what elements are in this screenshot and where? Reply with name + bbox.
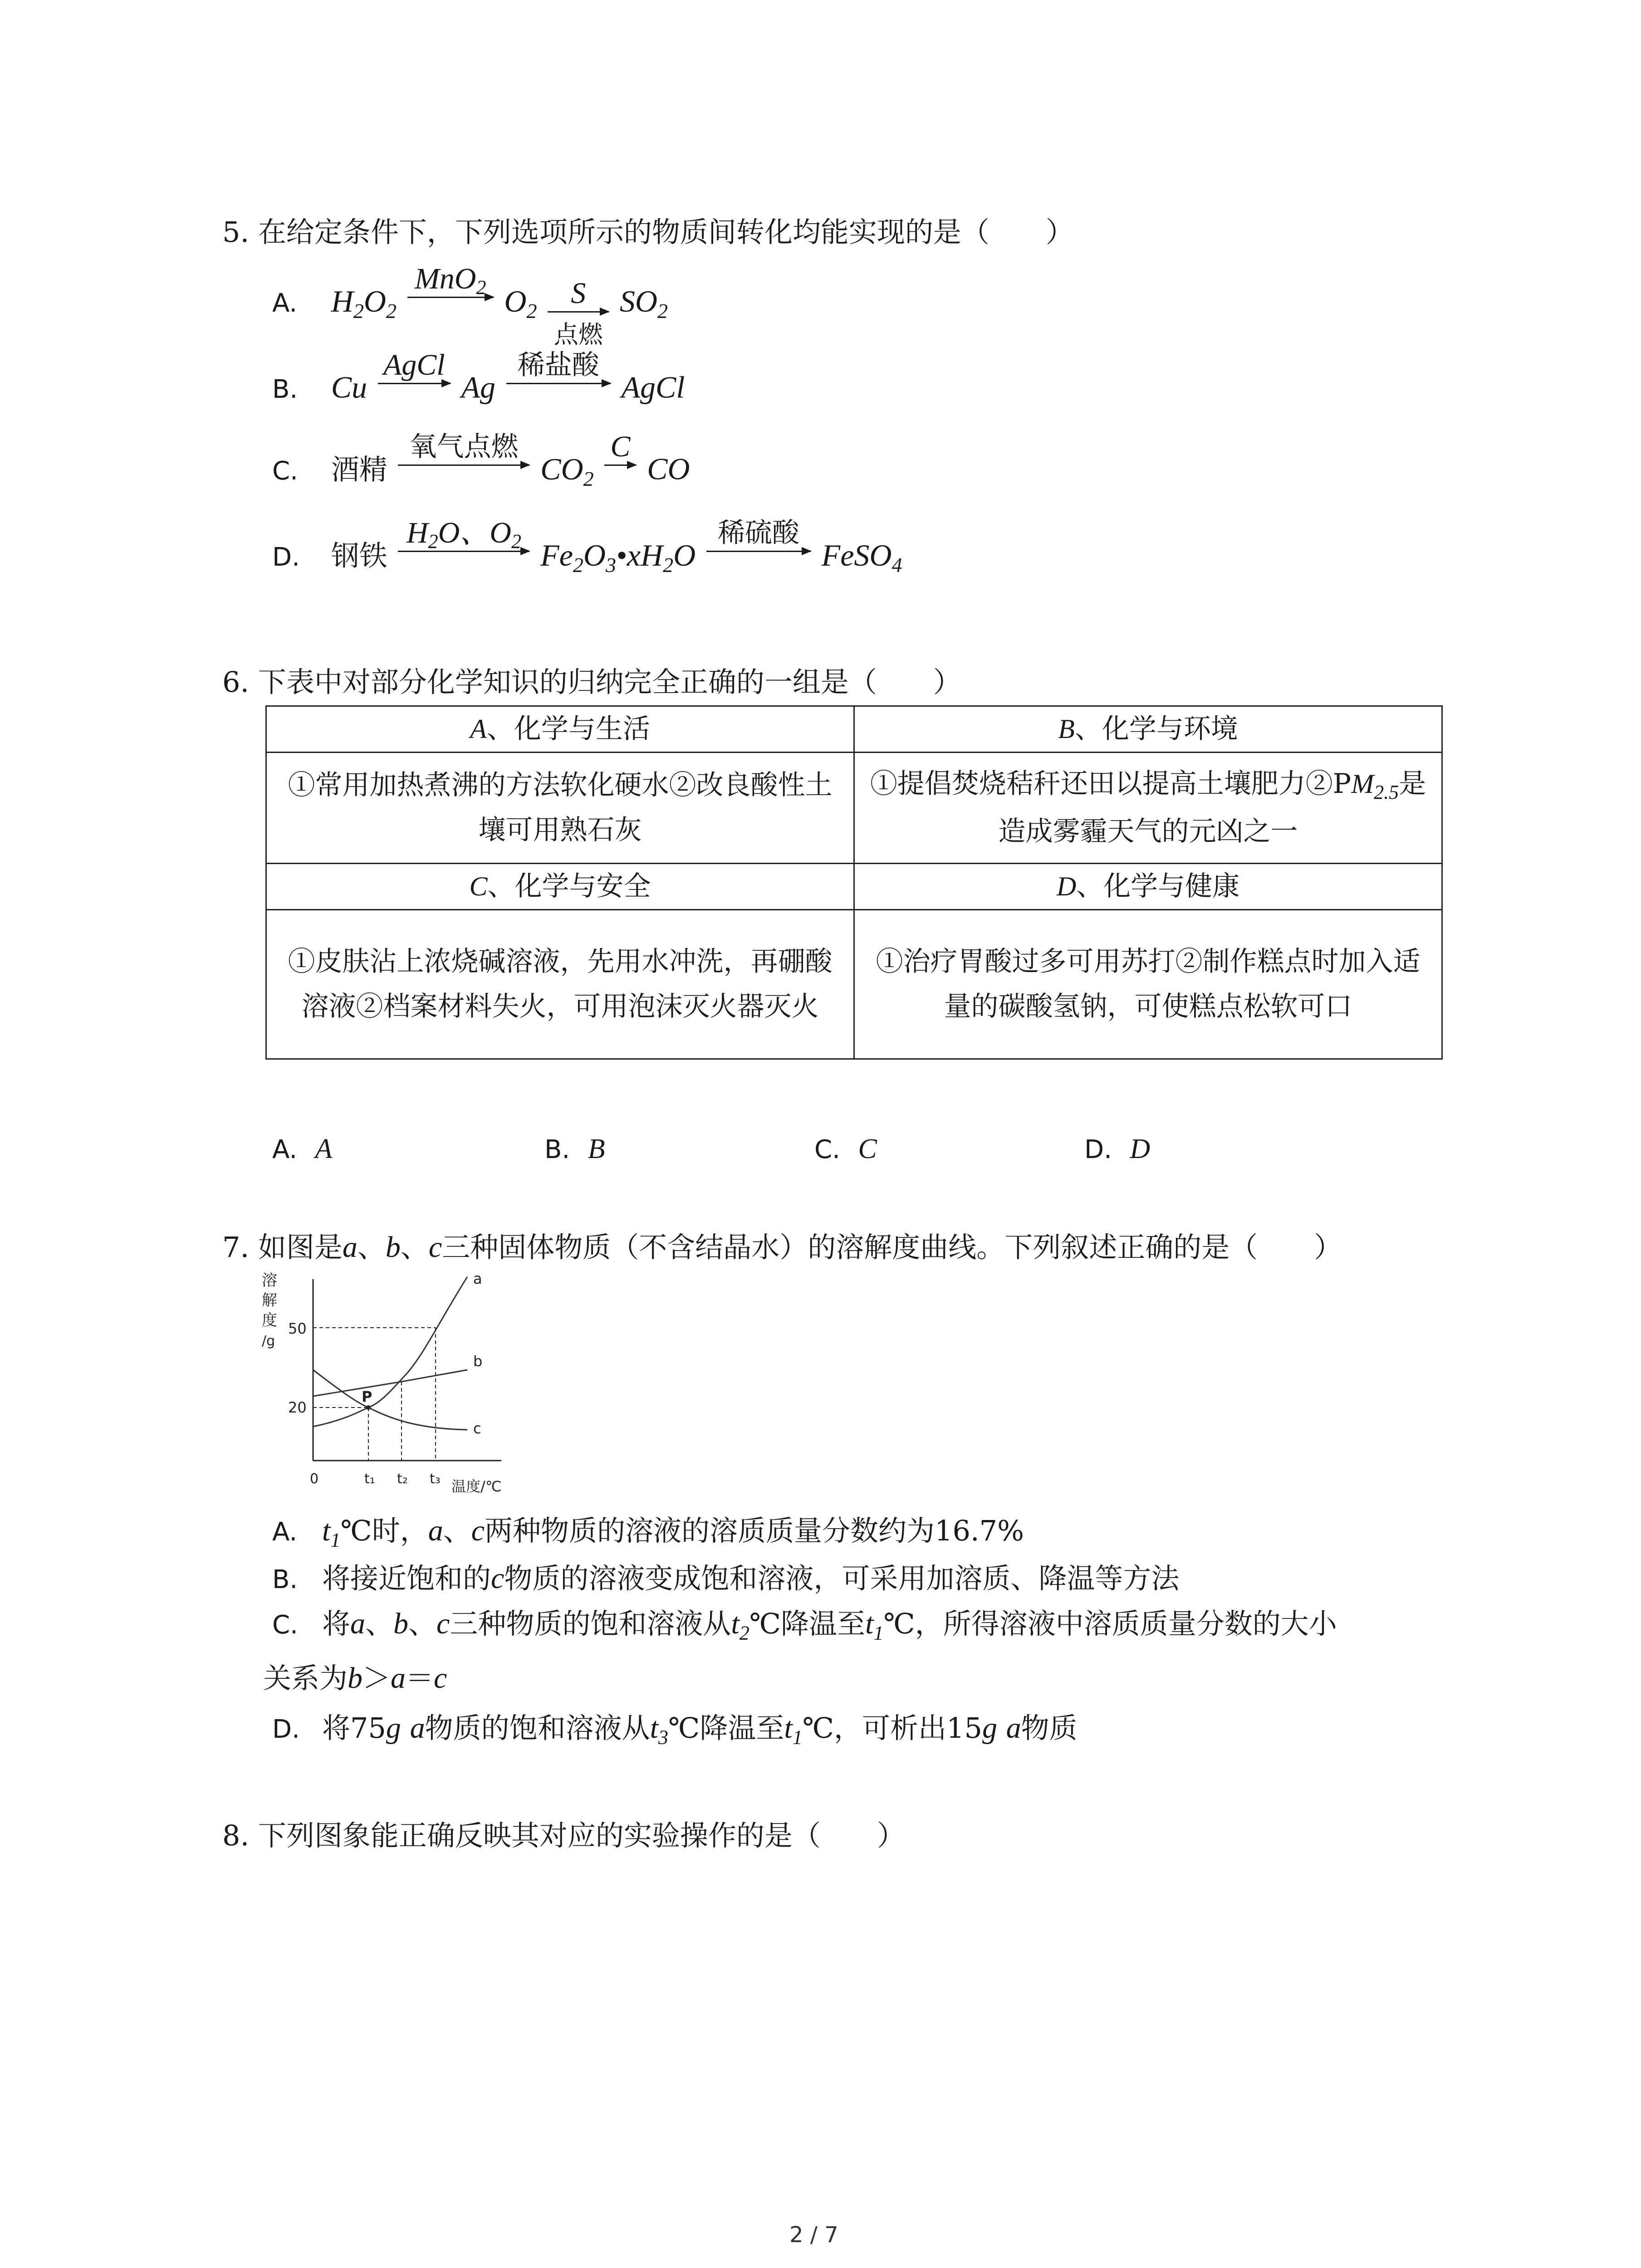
substance-steel: 钢铁 bbox=[331, 539, 387, 572]
formula-o2: $O_2$ bbox=[504, 284, 537, 323]
arrow-icon bbox=[398, 551, 529, 558]
series-label-b: b bbox=[473, 1353, 483, 1370]
point-p bbox=[366, 1405, 371, 1410]
y-axis-label-2: 解 bbox=[262, 1291, 277, 1310]
option-label: B. bbox=[272, 374, 298, 404]
option-label: D. bbox=[272, 1715, 300, 1744]
option-label: B. bbox=[272, 1565, 298, 1594]
q5-option-b[interactable] bbox=[272, 348, 685, 427]
reaction-arrow: $H_2O$、$O_2$ bbox=[398, 517, 529, 590]
arrow-icon bbox=[398, 464, 529, 472]
origin-label: 0 bbox=[310, 1471, 319, 1487]
series-label-c: c bbox=[473, 1420, 481, 1437]
arrow-icon bbox=[407, 297, 494, 304]
reaction-arrow: MnO$_2$ bbox=[407, 263, 494, 336]
q7-option-a[interactable]: A. $t_1℃$时，a、c两种物质的溶液的溶质质量分数约为16.7% bbox=[272, 1514, 1024, 1551]
table-cell-c-body: ①皮肤沾上浓烧碱溶液，先用水冲洗，再硼酸溶液②档案材料失火，可用泡沫灭火器灭火 bbox=[266, 910, 854, 1059]
q6-answer-d[interactable]: D. D bbox=[1084, 1134, 1151, 1164]
reaction-arrow: 稀硫酸 bbox=[706, 517, 811, 590]
y-axis-label-3: 度 bbox=[262, 1311, 277, 1330]
table-cell-d-body: ①治疗胃酸过多可用苏打②制作糕点时加入适量的碳酸氢钠，可使糕点松软可口 bbox=[854, 910, 1442, 1059]
formula-rust: $Fe_2O_3•xH_2O$ bbox=[540, 538, 696, 577]
formula-agcl: AgCl bbox=[621, 370, 685, 405]
y-tick-50: 50 bbox=[288, 1320, 307, 1337]
q5-stem: 5. 在给定条件下，下列选项所示的物质间转化均能实现的是（ ） bbox=[222, 215, 1074, 249]
x-tick-t1: t₁ bbox=[364, 1471, 375, 1487]
arrow-icon bbox=[506, 383, 611, 391]
q5-option-c[interactable] bbox=[272, 430, 690, 508]
series-label-a: a bbox=[473, 1270, 482, 1287]
y-axis-label-1: 溶 bbox=[262, 1271, 277, 1290]
q6-stem: 6. 下表中对部分化学知识的归纳完全正确的一组是（ ） bbox=[222, 665, 961, 699]
reaction-arrow: AgCl bbox=[378, 349, 451, 422]
x-axis-label: 温度/℃ bbox=[451, 1478, 502, 1495]
y-axis-label-4: /g bbox=[262, 1333, 275, 1349]
formula-so2: $SO_2$ bbox=[619, 284, 668, 323]
q6-answer-c[interactable]: C. C bbox=[814, 1134, 877, 1164]
option-label: A. bbox=[272, 1517, 298, 1547]
table-cell-b-head: B、化学与环境 bbox=[854, 706, 1442, 753]
table-cell-c-head: C、化学与安全 bbox=[266, 864, 854, 910]
q5-option-d[interactable] bbox=[272, 516, 902, 595]
formula-ag: Ag bbox=[461, 370, 496, 405]
option-label: C. bbox=[272, 456, 298, 486]
q5-option-a[interactable] bbox=[272, 262, 668, 349]
q7-option-b[interactable]: B. 将接近饱和的c物质的溶液变成饱和溶液，可采用加溶质、降温等方法 bbox=[272, 1558, 1179, 1598]
y-tick-20: 20 bbox=[288, 1399, 307, 1416]
reaction-arrow: C bbox=[604, 431, 636, 504]
q7-option-c-line2: 关系为b＞a＝c bbox=[263, 1662, 447, 1695]
arrow-icon bbox=[706, 551, 811, 558]
q8-stem: 8. 下列图象能正确反映其对应的实验操作的是（ ） bbox=[222, 1819, 905, 1852]
x-tick-t3: t₃ bbox=[430, 1471, 441, 1487]
x-tick-t2: t₂ bbox=[397, 1471, 408, 1487]
formula-h2o2: $H_2O_2$ bbox=[331, 284, 397, 323]
q6-answer-a[interactable]: A. A bbox=[272, 1134, 333, 1164]
q7-option-d[interactable]: D. 将75g a物质的饱和溶液从$t_3℃$降温至$t_1℃$，可析出15g a物质 bbox=[272, 1711, 1078, 1749]
option-label: A. bbox=[272, 288, 298, 318]
table-cell-a-head: A、化学与生活 bbox=[266, 706, 854, 753]
curve-a bbox=[313, 1277, 467, 1427]
point-p-label: P bbox=[362, 1388, 372, 1405]
knowledge-table bbox=[265, 705, 1443, 1060]
table-cell-a-body: ①常用加热煮沸的方法软化硬水②改良酸性土壤可用熟石灰 bbox=[266, 753, 854, 864]
reaction-arrow: 稀盐酸 bbox=[506, 349, 611, 422]
table-cell-b-body: ①提倡焚烧秸秆还田以提高土壤肥力$②PM_{2.5}$是造成雾霾天气的元凶之一 bbox=[854, 753, 1442, 864]
solubility-chart bbox=[261, 1270, 515, 1497]
arrow-icon bbox=[548, 311, 609, 319]
option-label: C. bbox=[272, 1610, 298, 1640]
option-label: D. bbox=[272, 542, 300, 572]
substance-alcohol: 酒精 bbox=[331, 453, 387, 486]
q7-stem: 7. 如图是a、b、c三种固体物质（不含结晶水）的溶解度曲线。下列叙述正确的是（ ） bbox=[222, 1231, 1342, 1264]
formula-feso4: FeSO$_4$ bbox=[821, 538, 902, 577]
page-number: 2 / 7 bbox=[789, 2222, 838, 2248]
q7-option-c[interactable]: C. 将a、b、c三种物质的饱和溶液从$t_2℃$降温至$t_1℃$，所得溶液中溶质质量分数的大小 bbox=[272, 1607, 1337, 1644]
reaction-arrow: S 点燃 bbox=[548, 278, 609, 351]
formula-cu: Cu bbox=[331, 370, 367, 405]
arrow-icon bbox=[378, 383, 451, 391]
table-cell-d-head: D、化学与健康 bbox=[854, 864, 1442, 910]
q6-answer-b[interactable]: B. B bbox=[544, 1134, 605, 1164]
arrow-icon bbox=[604, 464, 636, 472]
formula-co2: $CO_2$ bbox=[540, 451, 594, 490]
formula-co: CO bbox=[647, 451, 690, 486]
reaction-arrow: 氧气点燃 bbox=[398, 431, 529, 504]
